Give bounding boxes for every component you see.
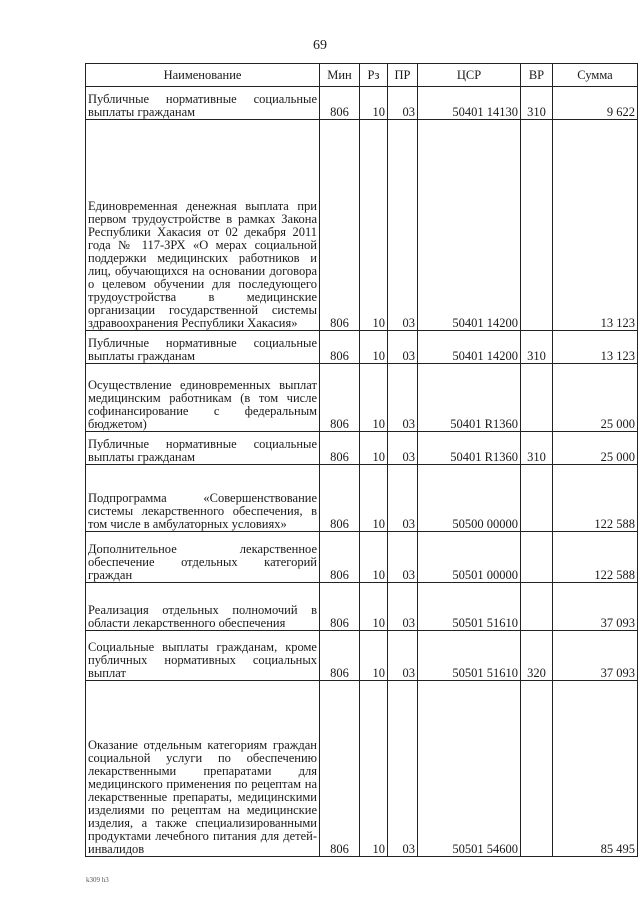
- row-sum: 13 123: [553, 120, 638, 331]
- row-pr: 03: [388, 532, 418, 583]
- row-rz: 10: [360, 120, 388, 331]
- row-sum: 37 093: [553, 631, 638, 681]
- row-vr: 320: [521, 631, 553, 681]
- row-sum: 122 588: [553, 532, 638, 583]
- row-csr: 50501 51610: [418, 631, 521, 681]
- row-name: Публичные нормативные социальные выплаты гражданам: [86, 331, 320, 364]
- row-name: Оказание отдельным категориям граждан социальной услуги по обеспечению лекарственными препаратами для медицинского применения по рецептам на лекарственные препараты, медицинскими изделиями по рецептам на медицинские изделия, а также специализированными продуктами лечебного питания для детей-инвалидов: [86, 681, 320, 857]
- row-sum: 37 093: [553, 583, 638, 631]
- row-vr: [521, 120, 553, 331]
- table-row: [86, 120, 638, 331]
- row-sum: 13 123: [553, 331, 638, 364]
- row-csr: 50500 00000: [418, 465, 521, 532]
- table-header: [86, 64, 638, 87]
- row-min: 806: [320, 331, 360, 364]
- row-sum: 25 000: [553, 364, 638, 432]
- table-row: [86, 331, 638, 364]
- row-vr: 310: [521, 432, 553, 465]
- row-csr: 50501 00000: [418, 532, 521, 583]
- header-min: Мин: [320, 64, 360, 87]
- row-csr: 50401 14200: [418, 331, 521, 364]
- row-name: Публичные нормативные социальные выплаты гражданам: [86, 432, 320, 465]
- row-rz: 10: [360, 681, 388, 857]
- row-csr: 50401 R1360: [418, 364, 521, 432]
- row-vr: [521, 532, 553, 583]
- table-row: [86, 432, 638, 465]
- table-row: [86, 532, 638, 583]
- row-rz: 10: [360, 631, 388, 681]
- header-name: Наименование: [86, 64, 320, 87]
- row-vr: [521, 583, 553, 631]
- row-csr: 50401 R1360: [418, 432, 521, 465]
- table-row: [86, 583, 638, 631]
- row-csr: 50501 54600: [418, 681, 521, 857]
- row-pr: 03: [388, 631, 418, 681]
- header-csr: ЦСР: [418, 64, 521, 87]
- page-number: 69: [313, 38, 327, 53]
- row-pr: 03: [388, 120, 418, 331]
- row-name: Единовременная денежная выплата при первом трудоустройстве в рамках Закона Республики Хакасия от 02 декабря 2011 года № 117-ЗРХ «О мерах социальной поддержки медицинских работников и лиц, обучающихся на основании договора о целевом обучении для последующего трудоустройства в медицинские организации государственной системы здравоохранения Республики Хакасия»: [86, 120, 320, 331]
- header-pr: ПР: [388, 64, 418, 87]
- row-rz: 10: [360, 364, 388, 432]
- row-sum: 9 622: [553, 87, 638, 120]
- row-pr: 03: [388, 465, 418, 532]
- row-pr: 03: [388, 681, 418, 857]
- row-vr: [521, 364, 553, 432]
- header-sum: Сумма: [553, 64, 638, 87]
- row-name: Реализация отдельных полномочий в области лекарственного обеспечения: [86, 583, 320, 631]
- row-pr: 03: [388, 432, 418, 465]
- table-row: [86, 631, 638, 681]
- row-rz: 10: [360, 583, 388, 631]
- row-min: 806: [320, 432, 360, 465]
- row-pr: 03: [388, 364, 418, 432]
- row-sum: 122 588: [553, 465, 638, 532]
- row-pr: 03: [388, 583, 418, 631]
- row-rz: 10: [360, 465, 388, 532]
- row-sum: 25 000: [553, 432, 638, 465]
- row-csr: 50401 14130: [418, 87, 521, 120]
- row-csr: 50401 14200: [418, 120, 521, 331]
- row-name: Социальные выплаты гражданам, кроме публичных нормативных социальных выплат: [86, 631, 320, 681]
- row-vr: 310: [521, 87, 553, 120]
- row-vr: [521, 681, 553, 857]
- row-rz: 10: [360, 331, 388, 364]
- table-row: [86, 681, 638, 857]
- table-row: [86, 364, 638, 432]
- row-name: Осуществление единовременных выплат медицинским работникам (в том числе софинансирование с федеральным бюджетом): [86, 364, 320, 432]
- budget-table: [85, 63, 638, 857]
- header-rz: Рз: [360, 64, 388, 87]
- row-csr: 50501 51610: [418, 583, 521, 631]
- row-pr: 03: [388, 331, 418, 364]
- row-vr: [521, 465, 553, 532]
- row-rz: 10: [360, 432, 388, 465]
- header-vr: ВР: [521, 64, 553, 87]
- row-min: 806: [320, 120, 360, 331]
- row-sum: 85 495: [553, 681, 638, 857]
- table-row: [86, 465, 638, 532]
- row-rz: 10: [360, 87, 388, 120]
- row-min: 806: [320, 681, 360, 857]
- row-min: 806: [320, 87, 360, 120]
- table-row: [86, 87, 638, 120]
- row-min: 806: [320, 465, 360, 532]
- row-name: Публичные нормативные социальные выплаты гражданам: [86, 87, 320, 120]
- row-name: Подпрограмма «Совершенствование системы лекарственного обеспечения, в том числе в амбулаторных условиях»: [86, 465, 320, 532]
- row-min: 806: [320, 631, 360, 681]
- row-min: 806: [320, 532, 360, 583]
- row-min: 806: [320, 364, 360, 432]
- row-rz: 10: [360, 532, 388, 583]
- row-name: Дополнительное лекарственное обеспечение отдельных категорий граждан: [86, 532, 320, 583]
- row-pr: 03: [388, 87, 418, 120]
- row-min: 806: [320, 583, 360, 631]
- footer-mark: k309 h3: [86, 876, 109, 884]
- row-vr: 310: [521, 331, 553, 364]
